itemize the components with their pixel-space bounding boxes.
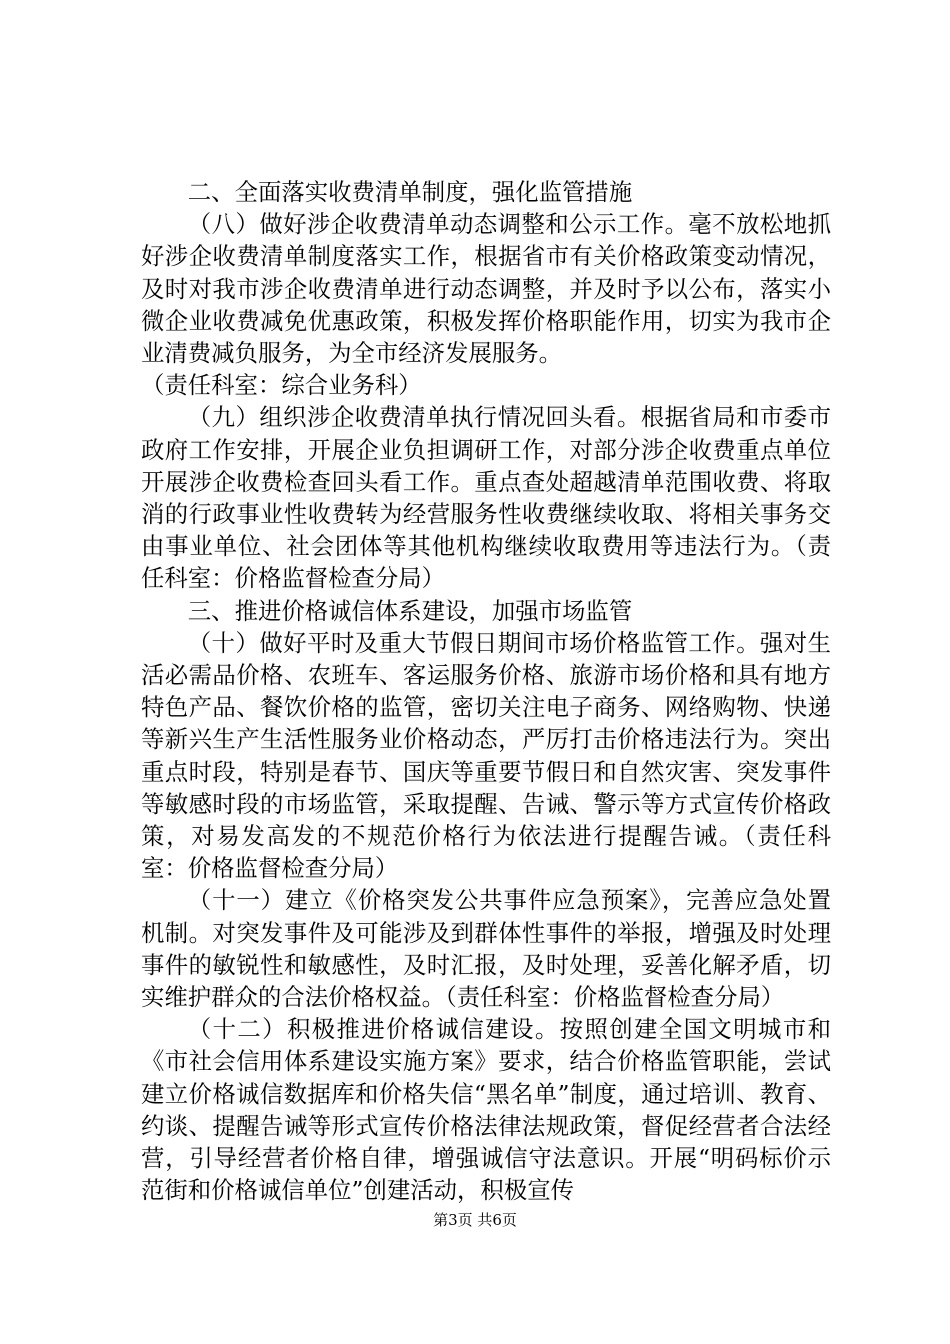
paragraph-item-12: （十二）积极推进价格诚信建设。按照创建全国文明城市和《市社会信用体系建设实施方案》要求，结合价格监管职能，尝试建立价格诚信数据库和价格失信“黑名单”制度，通过培训、教育、约谈、提醒告诫等形式宣传价格法律法规政策，督促经营者合法经营，引导经营者价格自律，增强诚信守法意识。开展“明码标价示范街和价格诚信单位”创建活动，积极宣传 <box>141 1015 831 1205</box>
paragraph-item-10: （十）做好平时及重大节假日期间市场价格监管工作。强对生活必需品价格、农班车、客运服务价格、旅游市场价格和具有地方特色产品、餐饮价格的监管，密切关注电子商务、网络购物、快递等新兴生产生活性服务业价格动态，严厉打击价格违法行为。突出重点时段，特别是春节、国庆等重要节假日和自然灾害、突发事件等敏感时段的市场监管，采取提醒、告诫、警示等方式宣传价格政策，对易发高发的不规范价格行为依法进行提醒告诫。（责任科室：价格监督检查分局） <box>141 628 831 883</box>
paragraph-item-8: （八）做好涉企收费清单动态调整和公示工作。毫不放松地抓好涉企收费清单制度落实工作，根据省市有关价格政策变动情况，及时对我市涉企收费清单进行动态调整，并及时予以公布，落实小微企业收费减免优惠政策，积极发挥价格职能作用，切实为我市企业清费减负服务，为全市经济发展服务。 <box>141 210 831 368</box>
section-heading-3: 三、推进价格诚信体系建设，加强市场监管 <box>187 596 633 625</box>
paragraph-item-9: （九）组织涉企收费清单执行情况回头看。根据省局和市委市政府工作安排，开展企业负担调研工作，对部分涉企收费重点单位开展涉企收费检查回头看工作。重点查处超越清单范围收费、将取消的行政事业性收费转为经营服务性收费继续收取、将相关事务交由事业单位、社会团体等其他机构继续收取费用等违法行为。（责任科室：价格监督检查分局） <box>141 403 831 593</box>
page-number-footer: 第3页 共6页 <box>433 1211 517 1229</box>
section-heading-2: 二、全面落实收费清单制度，强化监管措施 <box>187 178 633 206</box>
paragraph-item-8-responsibility: （责任科室：综合业务科） <box>141 371 422 400</box>
paragraph-item-11: （十一）建立《价格突发公共事件应急预案》，完善应急处置机制。对突发事件及可能涉及到群体性事件的举报，增强及时处理事件的敏锐性和敏感性，及时汇报，及时处理，妥善化解矛盾，切实维护群众的合法价格权益。（责任科室：价格监督检查分局） <box>141 886 831 1012</box>
document-body <box>141 176 831 1207</box>
